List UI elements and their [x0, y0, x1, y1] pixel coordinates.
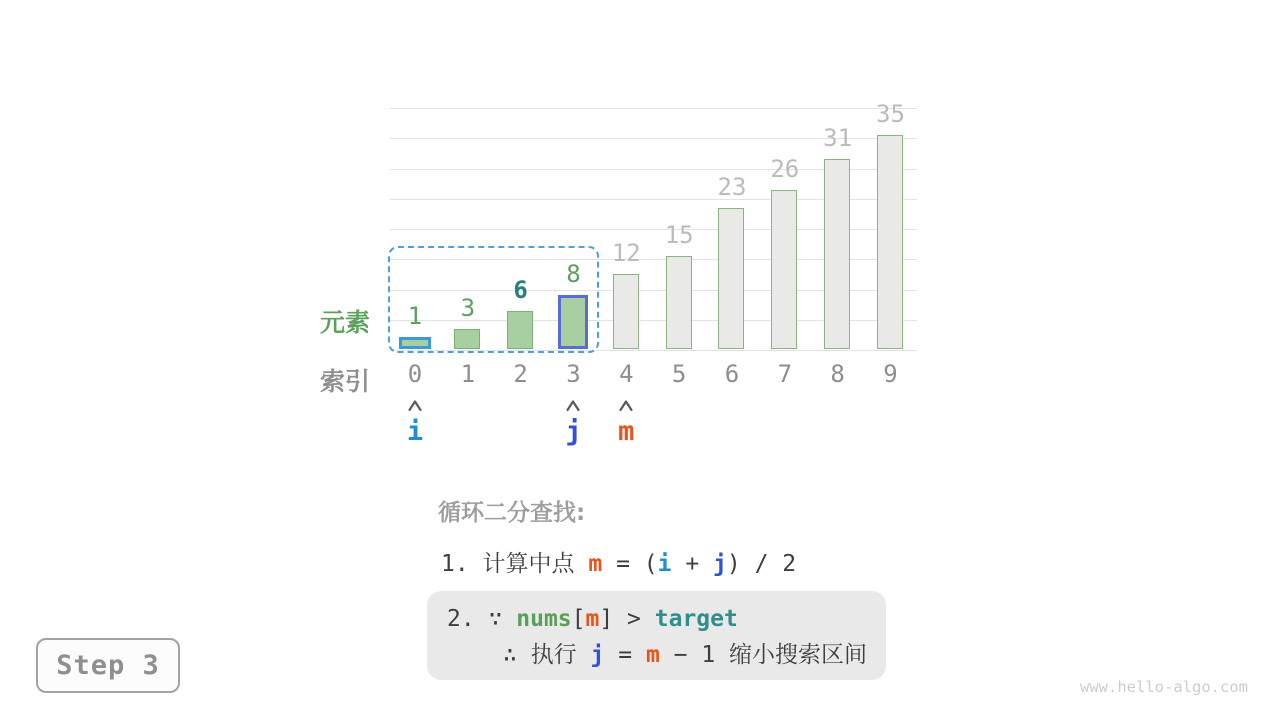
pointer-label-i: i [406, 416, 424, 447]
bar [558, 295, 588, 349]
text-segment: ∴ 执行 [503, 642, 591, 668]
bar-value-label: 23 [717, 172, 747, 201]
bar-value-label: 31 [823, 124, 853, 153]
text-segment: target [654, 606, 738, 632]
bar-value-label: 8 [566, 259, 581, 288]
gridline [390, 108, 917, 109]
bar-value-label: 35 [876, 100, 905, 129]
text-segment: − 1 缩小搜索区间 [659, 642, 868, 668]
step-badge: Step 3 [36, 638, 180, 693]
note-line-2 [503, 637, 886, 673]
text-segment: i [657, 551, 672, 577]
bar [666, 256, 692, 349]
bar-value-label: 3 [460, 293, 476, 322]
text-segment: ] > [599, 606, 655, 632]
index-label: 8 [830, 360, 845, 388]
pointer-label-j: j [565, 416, 582, 447]
bar [613, 274, 639, 349]
bar-value-label: 12 [611, 239, 641, 268]
index-label: 7 [777, 360, 793, 388]
bar [507, 311, 533, 349]
bar-value-label: 6 [513, 275, 528, 304]
bar-value-label: 1 [407, 301, 423, 330]
text-segment: m [585, 606, 600, 632]
text-segment: m [645, 642, 660, 668]
text-segment: j [713, 551, 727, 577]
index-label: 2 [513, 360, 528, 388]
pointer-caret-icon [618, 397, 634, 410]
row-label-indices: 索引 [319, 367, 370, 396]
index-label: 3 [566, 360, 581, 388]
text-segment: nums [516, 606, 572, 632]
bar [877, 135, 903, 349]
index-label: 6 [724, 360, 740, 388]
caption-heading: 循环二分查找: [438, 500, 586, 526]
watermark: www.hello-algo.com [1080, 678, 1248, 696]
index-label: 4 [619, 360, 634, 388]
index-label: 9 [883, 360, 898, 388]
bar [718, 208, 744, 349]
bar [454, 329, 480, 349]
text-segment: = ( [602, 551, 658, 577]
bar-value-label: 26 [770, 154, 800, 183]
pointer-label-m: m [618, 416, 635, 447]
pointer-caret-icon [407, 397, 423, 410]
text-segment: m [588, 551, 603, 577]
index-label: 0 [407, 360, 423, 388]
caption-step-1-line [441, 549, 796, 579]
text-segment: + [671, 551, 714, 577]
row-label-elements: 元素 [319, 308, 370, 337]
index-label: 1 [460, 360, 476, 388]
note-line-1 [447, 601, 886, 637]
text-segment: j [590, 642, 605, 668]
bar [771, 190, 797, 349]
text-segment: ) / 2 [726, 551, 797, 577]
text-segment: = [604, 642, 646, 668]
text-segment: 2. ∵ [447, 606, 517, 632]
bar [399, 337, 431, 349]
index-label: 5 [671, 360, 687, 388]
bar-value-label: 15 [664, 221, 694, 250]
pointer-caret-icon [565, 397, 581, 410]
text-segment: 1. 计算中点 [441, 551, 589, 577]
bar [824, 159, 850, 349]
text-segment: [ [571, 606, 586, 632]
caption-step-2-box [427, 591, 886, 680]
